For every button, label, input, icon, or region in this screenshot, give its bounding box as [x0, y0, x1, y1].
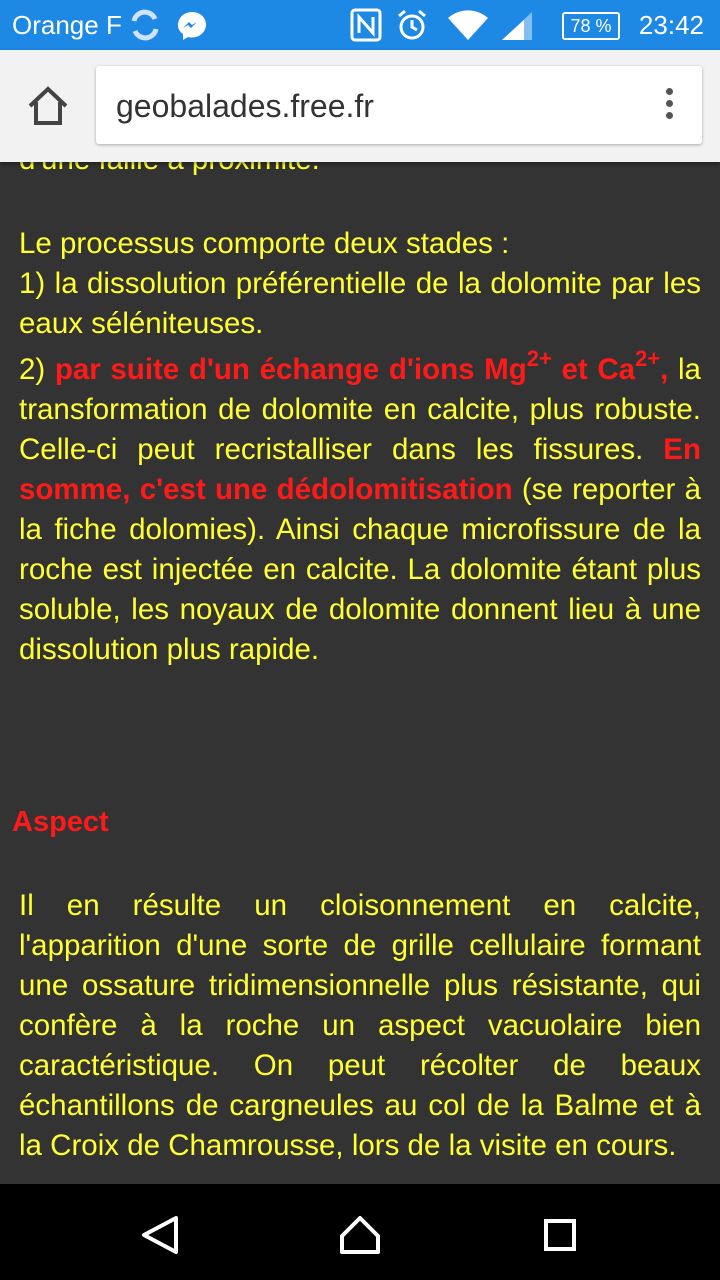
sync-icon: [128, 9, 162, 41]
paragraph-aspect: Il en résulte un cloisonnement en calcite, l'apparition d'une sorte de grille cellulaire formant une ossature tridimensionnelle plus résistante, qui confère à la roche un aspect vacuolaire bien caractéristique. On peut récolter de beaux échantillons de cargneules au col de la Balme et à la Croix de Chamrousse, lors de la visite en cours.: [19, 889, 701, 1162]
home-icon[interactable]: [26, 84, 70, 128]
carrier-name: Orange F: [12, 10, 122, 40]
signal-icon: [500, 10, 534, 42]
messenger-icon: [176, 10, 208, 42]
and-text: et: [561, 353, 588, 386]
transformation-text: la transformation de dolomite en calcite, plus robuste. Celle-ci peut recristalliser dans les fissures.: [19, 353, 701, 466]
consequence-text: (se reporter à la fiche dolomies). Ainsi chaque microfissure de la roche est injectée en calcite. La dolomite étant plus soluble, les noyaux de dolomite donnent lieu à une dissolution plus rapide.: [19, 473, 701, 666]
address-bar[interactable]: [96, 66, 702, 144]
process-intro: Le processus comporte deux stades :: [19, 227, 510, 260]
more-vert-icon[interactable]: [664, 88, 674, 122]
process-stage-1: 1) la dissolution préférentielle de la dolomite par les eaux séléniteuses.: [19, 267, 701, 340]
paragraph-process: [19, 224, 701, 344]
paragraph-stage-2: [19, 346, 701, 670]
back-icon[interactable]: [100, 1184, 220, 1280]
dedolomitization-text: En somme, c'est une dédolomitisation: [19, 433, 701, 506]
stage-2-number: 2): [19, 353, 46, 386]
url-text[interactable]: geobalades.free.fr: [116, 88, 374, 124]
section-heading-aspect: Aspect: [12, 806, 109, 838]
calcium-ion-text: $Ca^{2+}$,: [597, 346, 669, 386]
page-content: [0, 162, 720, 1184]
status-bar: [0, 0, 720, 50]
nfc-icon: [350, 8, 382, 42]
recents-icon[interactable]: [500, 1184, 620, 1280]
battery-indicator: 78 %: [562, 12, 620, 40]
wifi-icon: [448, 10, 488, 42]
ion-exchange-text: par suite d'un échange d'ions $Mg^{2+}$: [54, 346, 552, 386]
alarm-icon: [396, 8, 428, 42]
home-icon[interactable]: [300, 1184, 420, 1280]
clock: 23:42: [638, 10, 704, 40]
navigation-bar: [0, 1184, 720, 1280]
browser-toolbar: [0, 50, 720, 162]
